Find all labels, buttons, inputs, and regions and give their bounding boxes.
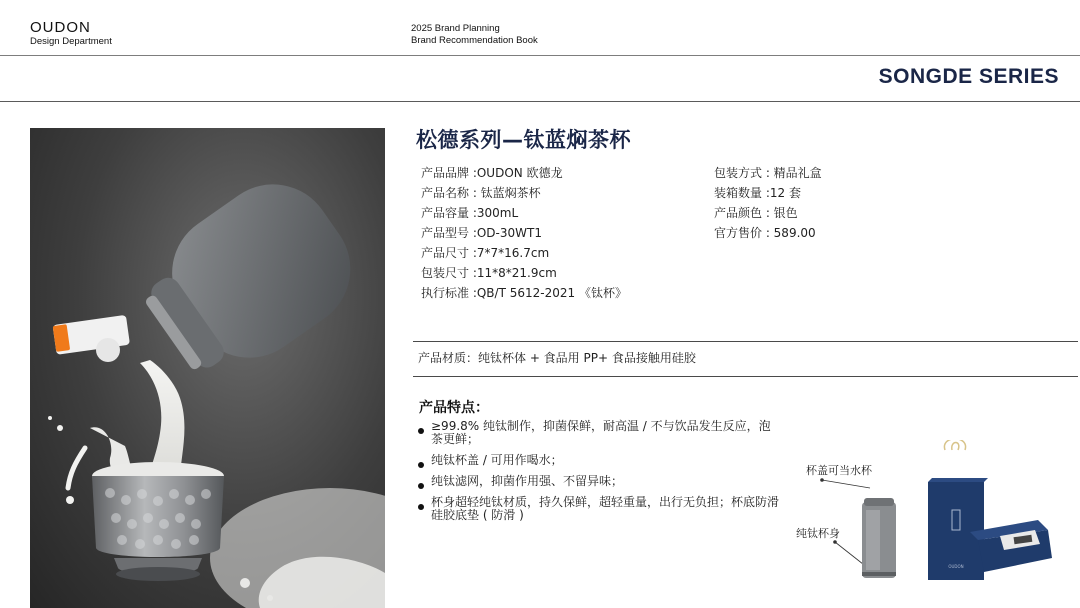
- material-divider-bottom: [413, 376, 1078, 377]
- product-title: 松德系列—钛蓝焖茶杯: [416, 128, 631, 152]
- material-divider-top: [413, 341, 1078, 342]
- features-list: [418, 420, 780, 530]
- section-divider: [0, 101, 1080, 102]
- feature-item: 杯身超轻纯钛材质，持久保鲜，超轻重量，出行无负担；杯底防滑硅胶底垫 ( 防滑 ): [418, 496, 780, 522]
- gift-bag: [928, 440, 988, 580]
- spec-item-standard: 执行标准 :QB/T 5612-2021 《钛杯》: [421, 286, 627, 300]
- spec-item-packaging: 包装方式 : 精品礼盒: [714, 166, 822, 180]
- feature-item: 纯钛滤网，抑菌作用强、不留异味；: [418, 475, 780, 488]
- hero-photo: [30, 128, 385, 608]
- series-title: SONGDE SERIES: [878, 65, 1059, 88]
- department-name: Design Department: [30, 36, 112, 47]
- spec-item-package-size: 包装尺寸 :11*8*21.9cm: [421, 266, 557, 280]
- feature-item: ≥99.8% 纯钛制作，抑菌保鲜，耐高温 / 不与饮品发生反应，泡茶更鲜；: [418, 420, 780, 446]
- titanium-bottle: [862, 498, 896, 578]
- spec-item-brand: 产品品牌 :OUDON 欧德龙: [421, 166, 563, 180]
- svg-text:OUDON: OUDON: [948, 564, 964, 569]
- planning-subtitle: Brand Recommendation Book: [411, 35, 538, 46]
- feature-item: 纯钛杯盖 / 可用作喝水；: [418, 454, 780, 467]
- spec-item-capacity: 产品容量 :300mL: [421, 206, 519, 220]
- spec-item-name: 产品名称 : 钛蓝焖茶杯: [421, 186, 541, 200]
- planning-title: 2025 Brand Planning: [411, 23, 500, 34]
- features-heading: 产品特点：: [419, 400, 489, 416]
- material-line: 产品材质：纯钛杯体 + 食品用 PP+ 食品接触用硅胶: [418, 351, 696, 365]
- hero-illustration: [30, 128, 385, 608]
- spec-list-right: [714, 163, 822, 243]
- brand-name: OUDON: [30, 19, 91, 36]
- hammered-cup: [92, 462, 224, 581]
- header-divider: [0, 55, 1080, 56]
- label-titanium-body: 纯钛杯身: [796, 527, 840, 540]
- label-lid-cup: 杯盖可当水杯: [806, 464, 872, 477]
- spec-item-color: 产品颜色 : 银色: [714, 206, 798, 220]
- spec-list-left: [421, 163, 627, 303]
- product-packaging-image: [790, 440, 1080, 590]
- spec-item-size: 产品尺寸 :7*7*16.7cm: [421, 246, 550, 260]
- spec-item-quantity: 装箱数量 :12 套: [714, 186, 801, 200]
- orange-cap: [53, 315, 130, 362]
- spec-item-model: 产品型号 :OD-30WT1: [421, 226, 542, 240]
- planning-block: [411, 23, 538, 47]
- brand-block: [30, 20, 112, 48]
- spec-item-price: 官方售价 : 589.00: [714, 226, 816, 240]
